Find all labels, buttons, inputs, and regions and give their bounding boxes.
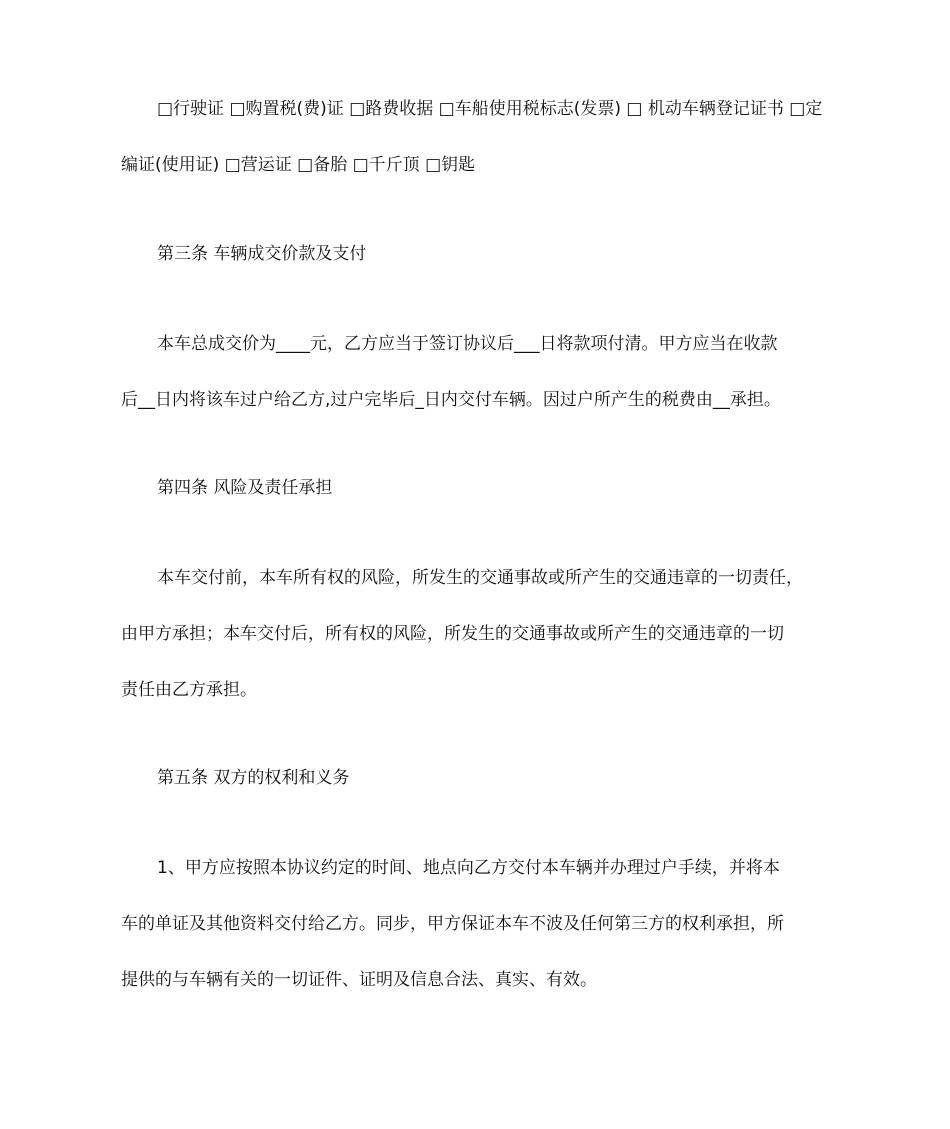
article-5-heading: 第五条 双方的权利和义务 xyxy=(157,768,350,788)
article-5-item-1-line-2: 车的单证及其他资料交付给乙方。同步，甲方保证本车不波及任何第三方的权利承担，所 xyxy=(121,914,784,934)
article-3-paragraph-line-1: 本车总成交价为____元，乙方应当于签订协议后___日将款项付清。甲方应当在收款 xyxy=(157,334,778,354)
article-3-heading: 第三条 车辆成交价款及支付 xyxy=(157,244,367,264)
article-3-paragraph-line-2: 后__日内将该车过户给乙方,过户完毕后_日内交付车辆。因过户所产生的税费由__承担。 xyxy=(121,390,781,410)
article-4-paragraph-line-3: 责任由乙方承担。 xyxy=(121,680,257,700)
article-5-item-1-line-3: 提供的与车辆有关的一切证件、证明及信息合法、真实、有效。 xyxy=(121,970,597,990)
article-4-heading: 第四条 风险及责任承担 xyxy=(157,478,333,498)
vehicle-documents-checklist-line-2: 编证(使用证) □营运证 □备胎 □千斤顶 □钥匙 xyxy=(121,155,476,175)
article-4-paragraph-line-1: 本车交付前，本车所有权的风险，所发生的交通事故或所产生的交通违章的一切责任， xyxy=(157,568,803,588)
vehicle-documents-checklist-line-1: □行驶证 □购置税(费)证 □路费收据 □车船使用税标志(发票) □ 机动车辆登记证书 □定 xyxy=(157,99,823,119)
article-5-item-1-line-1: 1、甲方应按照本协议约定的时间、地点向乙方交付本车辆并办理过户手续，并将本 xyxy=(157,858,780,878)
article-4-paragraph-line-2: 由甲方承担；本车交付后，所有权的风险，所发生的交通事故或所产生的交通违章的一切 xyxy=(121,624,784,644)
